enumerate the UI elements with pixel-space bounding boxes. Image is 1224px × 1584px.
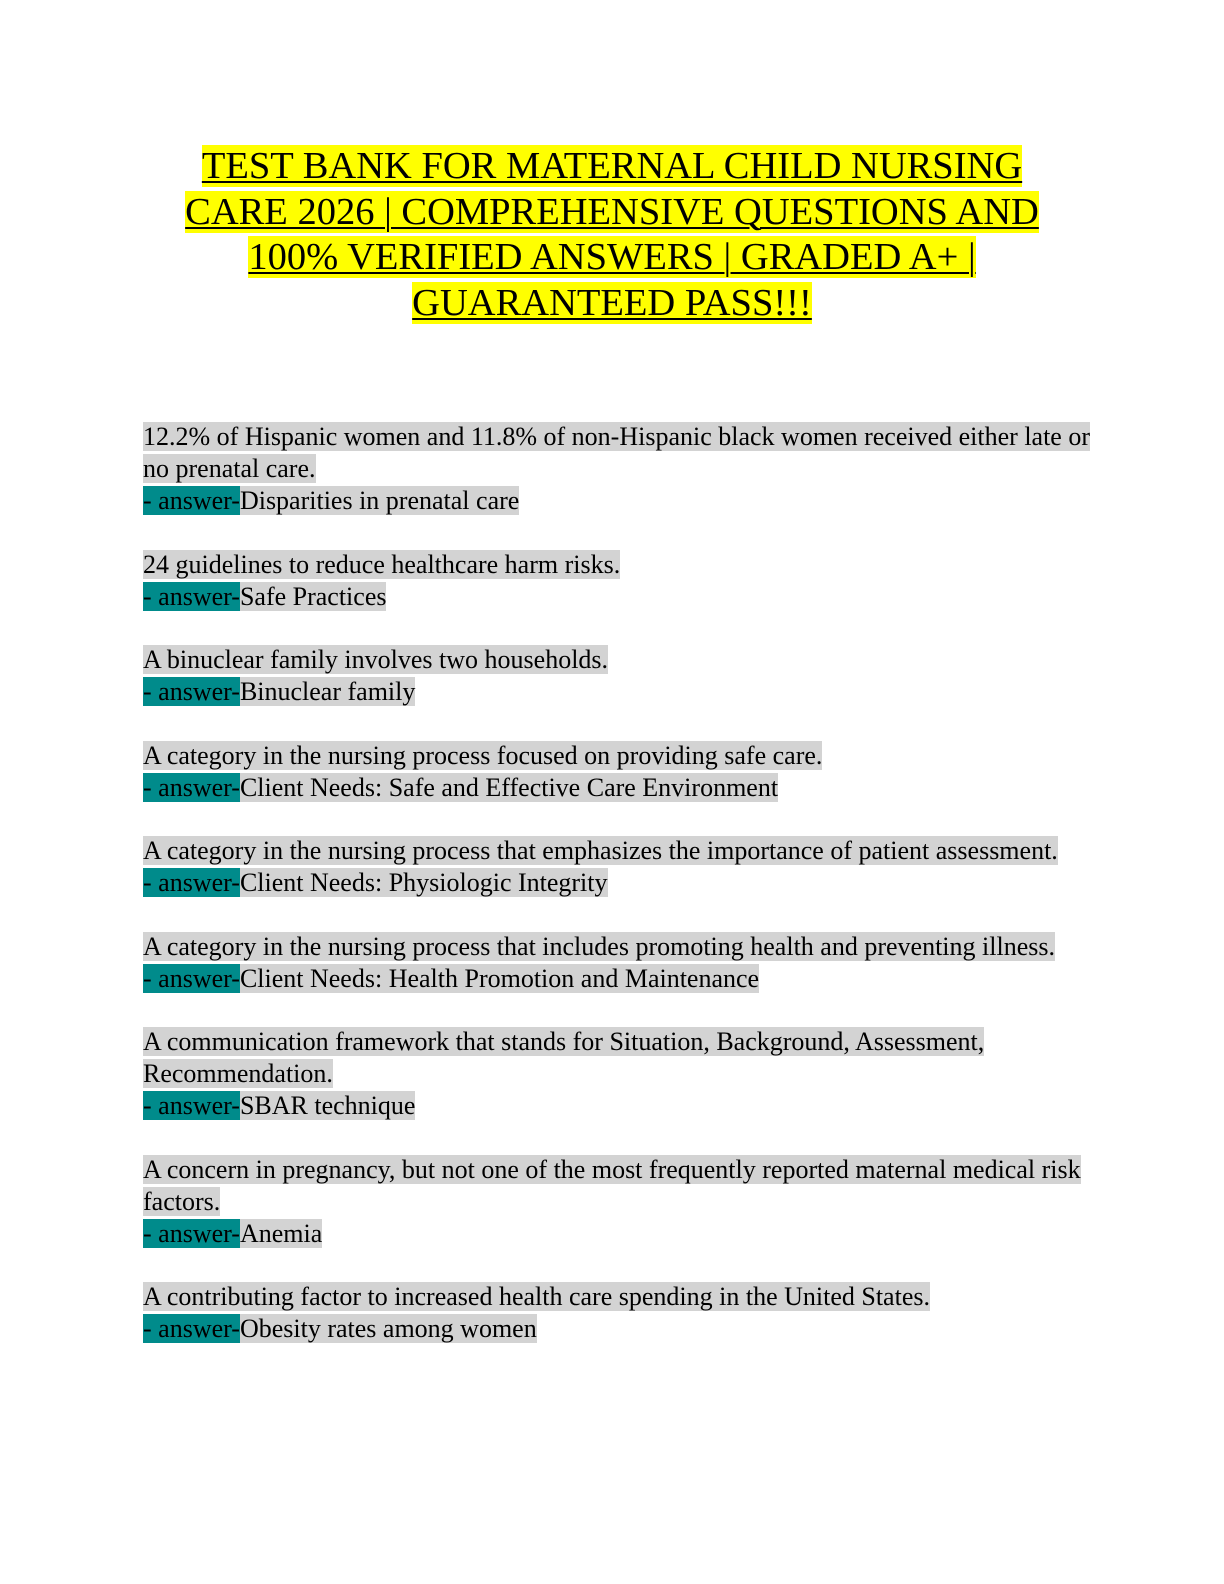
title-line: CARE 2026 | COMPREHENSIVE QUESTIONS AND <box>185 190 1039 233</box>
qa-item <box>143 421 1093 517</box>
qa-item <box>143 740 1093 804</box>
question-text: A category in the nursing process that emphasizes the importance of patient assessment. <box>143 836 1058 865</box>
answer-text: Client Needs: Safe and Effective Care Environment <box>239 772 779 802</box>
title-line: GUARANTEED PASS!!! <box>412 281 812 324</box>
answer-text: Anemia <box>239 1218 323 1248</box>
answer-row <box>143 1218 1093 1250</box>
answer-prefix: - answer- <box>143 868 240 897</box>
answer-text: Client Needs: Physiologic Integrity <box>239 868 608 897</box>
answer-row <box>143 485 1093 517</box>
qa-item <box>143 835 1093 899</box>
answer-text: Obesity rates among women <box>239 1314 537 1343</box>
question-text: 24 guidelines to reduce healthcare harm risks. <box>143 549 621 579</box>
question-answer-list <box>143 421 1093 1377</box>
document-title <box>130 144 1094 326</box>
answer-prefix: - answer- <box>143 772 240 802</box>
qa-item <box>143 1281 1093 1345</box>
title-line: 100% VERIFIED ANSWERS | GRADED A+ | <box>248 236 976 278</box>
answer-prefix: - answer- <box>143 963 240 993</box>
qa-item <box>143 931 1093 995</box>
question-text: 12.2% of Hispanic women and 11.8% of non-Hispanic black women received either late or no prenatal care. <box>143 422 1091 483</box>
question-text: A communication framework that stands for Situation, Background, Assessment, Recommendation. <box>143 1027 985 1088</box>
qa-item <box>143 644 1093 708</box>
answer-prefix: - answer- <box>143 1091 240 1120</box>
question-text: A contributing factor to increased health care spending in the United States. <box>143 1282 930 1311</box>
answer-text: SBAR technique <box>239 1091 416 1120</box>
answer-text: Client Needs: Health Promotion and Maintenance <box>239 963 760 993</box>
qa-item <box>143 1026 1093 1122</box>
answer-text: Disparities in prenatal care <box>239 486 520 515</box>
question-text: A concern in pregnancy, but not one of the most frequently reported maternal medical risk factors. <box>143 1154 1081 1216</box>
qa-item <box>143 1154 1093 1250</box>
answer-row <box>143 1090 1093 1122</box>
answer-row <box>143 676 1093 708</box>
answer-row <box>143 867 1093 899</box>
question-text: A category in the nursing process focused on providing safe care. <box>143 740 823 770</box>
answer-prefix: - answer- <box>143 1218 240 1248</box>
answer-prefix: - answer- <box>143 486 240 515</box>
answer-prefix: - answer- <box>143 1314 240 1343</box>
answer-prefix: - answer- <box>143 677 240 706</box>
question-text: A binuclear family involves two households. <box>143 645 609 674</box>
title-line: TEST BANK FOR MATERNAL CHILD NURSING <box>201 145 1023 187</box>
answer-row <box>143 963 1093 995</box>
answer-text: Binuclear family <box>239 677 416 706</box>
answer-row <box>143 581 1093 613</box>
question-text: A category in the nursing process that includes promoting health and preventing illness. <box>143 931 1055 961</box>
answer-row <box>143 772 1093 804</box>
answer-prefix: - answer- <box>143 581 240 611</box>
answer-row <box>143 1313 1093 1345</box>
answer-text: Safe Practices <box>239 581 387 611</box>
qa-item <box>143 549 1093 613</box>
